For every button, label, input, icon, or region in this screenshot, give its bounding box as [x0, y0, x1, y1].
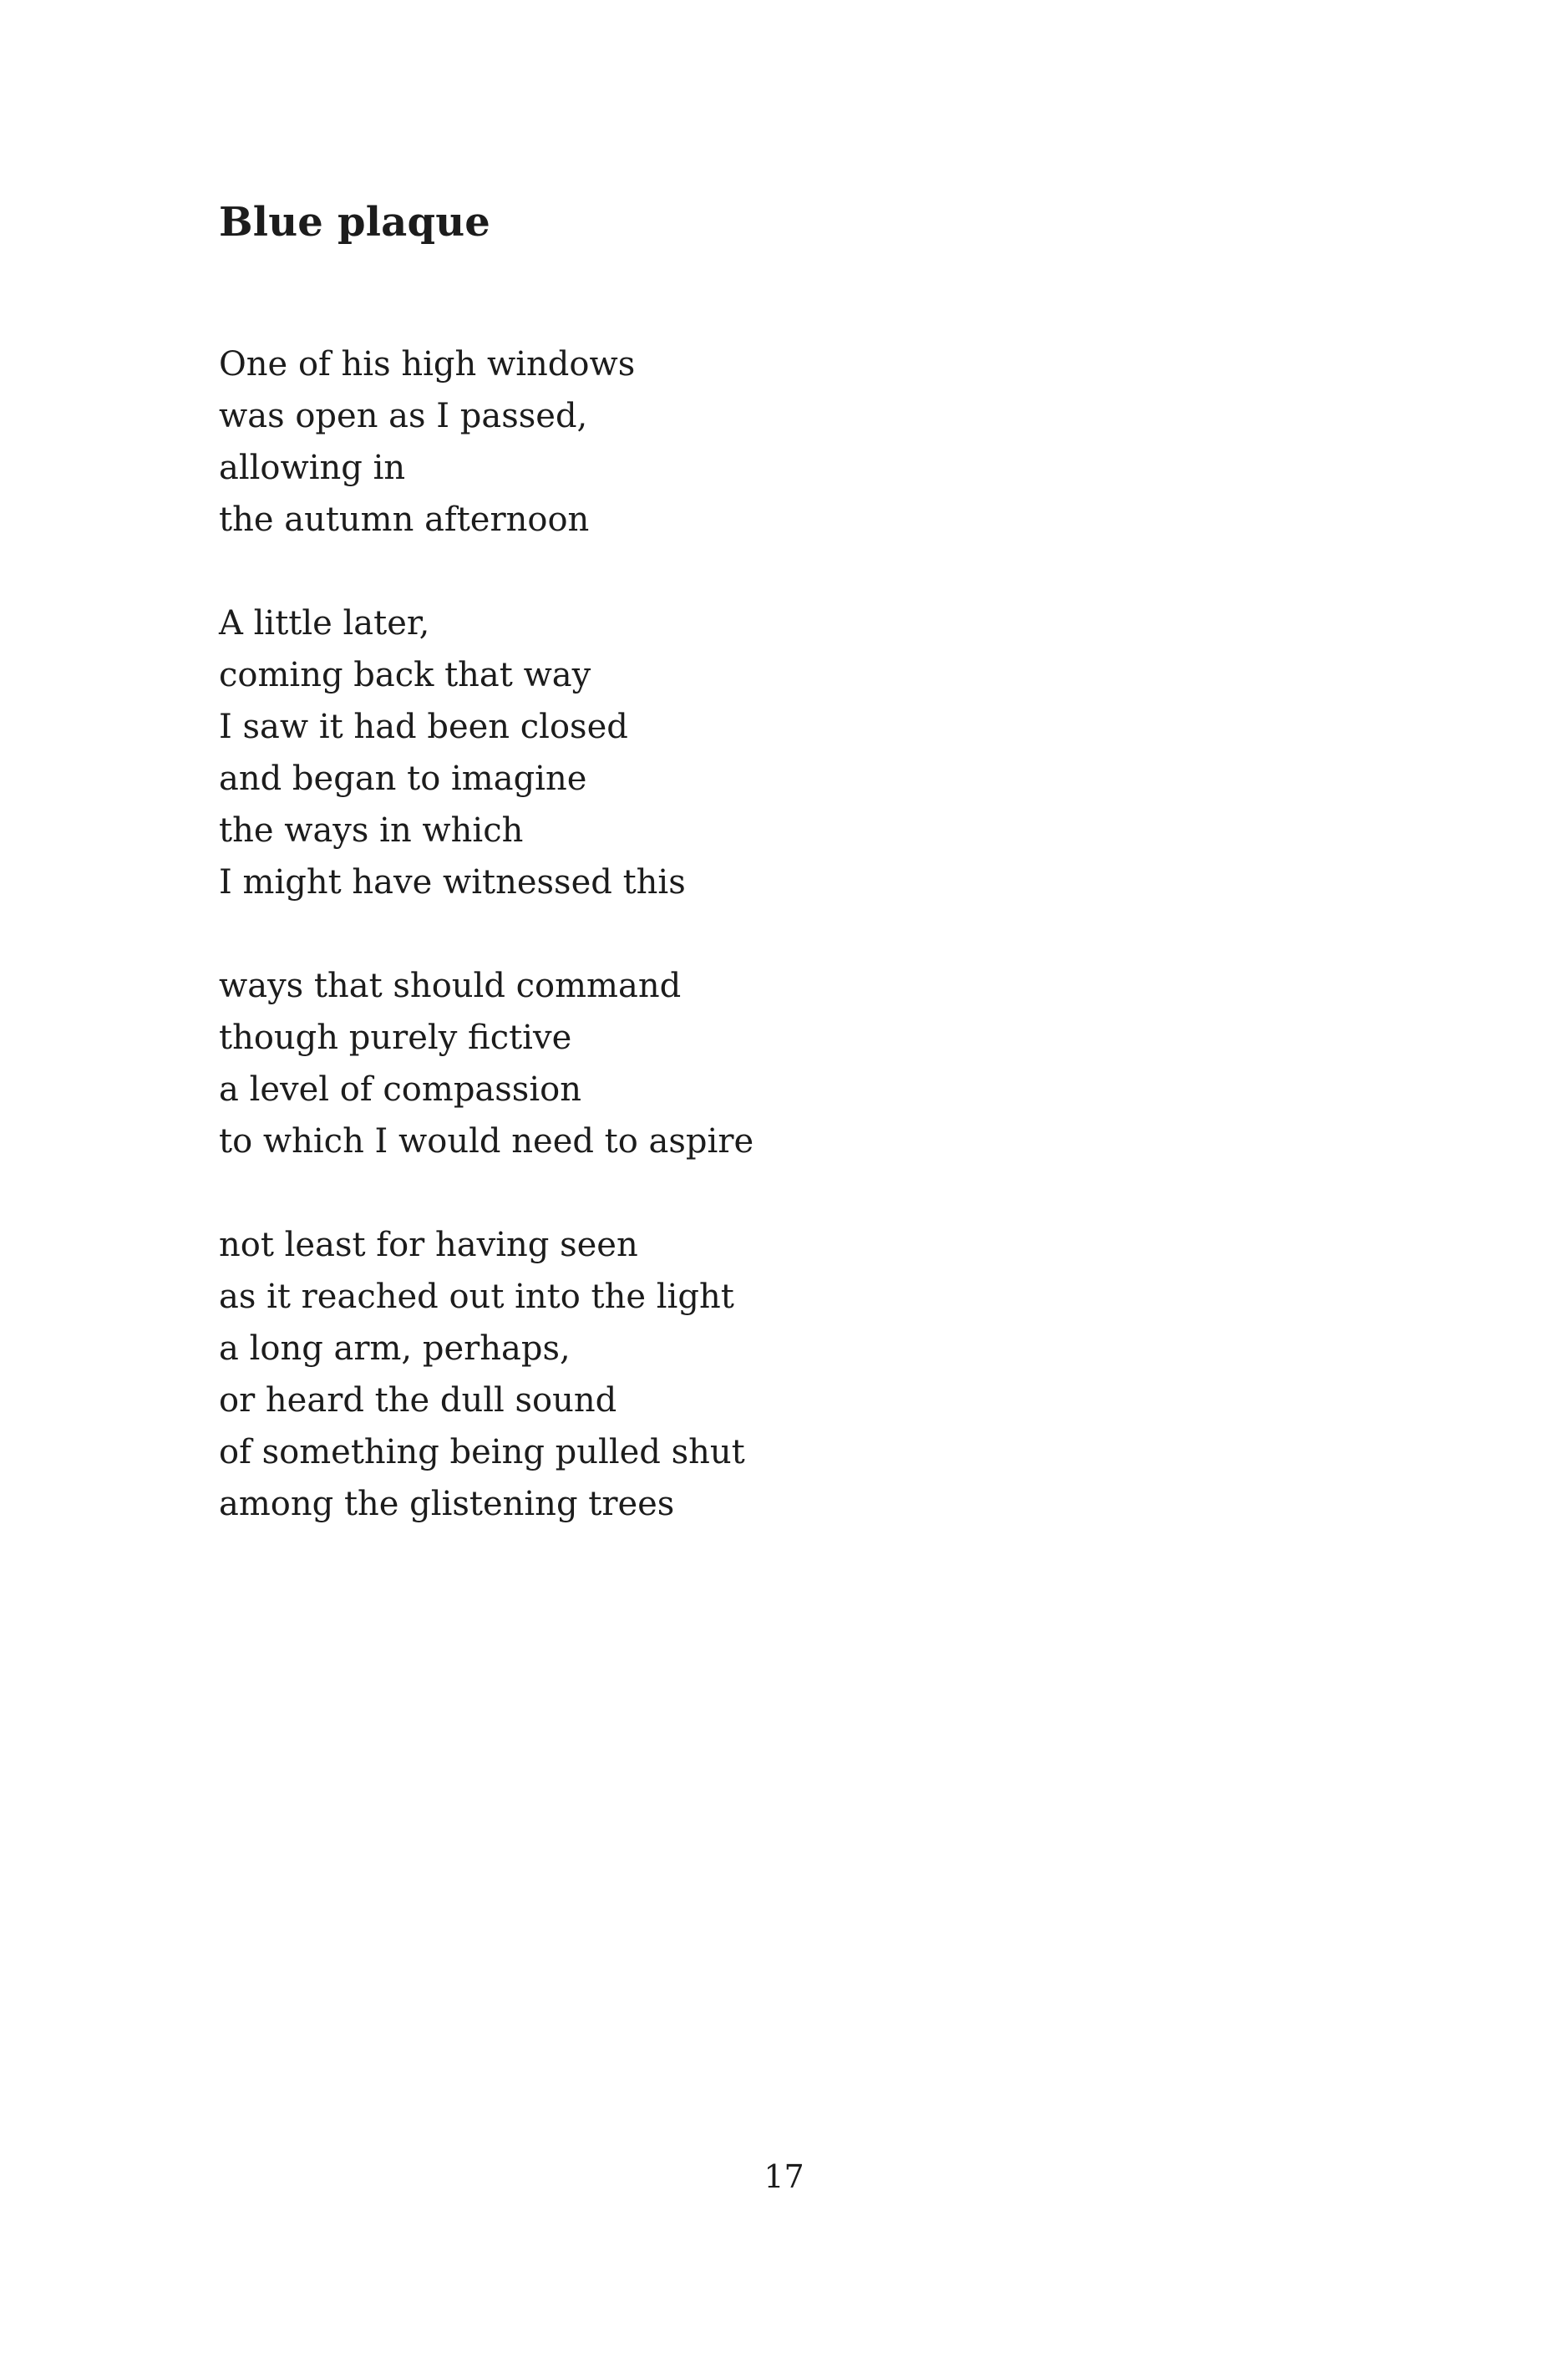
page-number: 17 [764, 2158, 804, 2195]
poem-line: a level of compassion [219, 1070, 581, 1109]
poem-body [219, 338, 1388, 1582]
poem-line: among the glistening trees [219, 1485, 675, 1523]
poem-line: I saw it had been closed [219, 708, 628, 746]
stanza-1 [219, 338, 1388, 546]
poem-line: a long arm, perhaps, [219, 1329, 571, 1368]
poem-line: A little later, [219, 604, 430, 643]
poem-line: allowing in [219, 449, 406, 487]
poem-line: to which I would need to aspire [219, 1122, 754, 1161]
poem-title: Blue plaque [219, 199, 491, 246]
poem-line: One of his high windows [219, 345, 636, 384]
poem-line: and began to imagine [219, 760, 587, 798]
stanza-3 [219, 960, 1388, 1167]
poem-line: not least for having seen [219, 1226, 638, 1264]
poem-line: as it reached out into the light [219, 1278, 734, 1316]
poem-line: of something being pulled shut [219, 1433, 745, 1471]
poem-line: the ways in which [219, 811, 524, 850]
poem-line: though purely fictive [219, 1019, 572, 1057]
stanza-2 [219, 597, 1388, 908]
poem-line: was open as I passed, [219, 397, 588, 435]
poem-line: the autumn afternoon [219, 501, 590, 539]
poem-line: or heard the dull sound [219, 1381, 617, 1420]
poem-line: I might have witnessed this [219, 863, 686, 902]
stanza-4 [219, 1219, 1388, 1530]
poem-line: ways that should command [219, 967, 682, 1005]
poem-line: coming back that way [219, 656, 591, 694]
